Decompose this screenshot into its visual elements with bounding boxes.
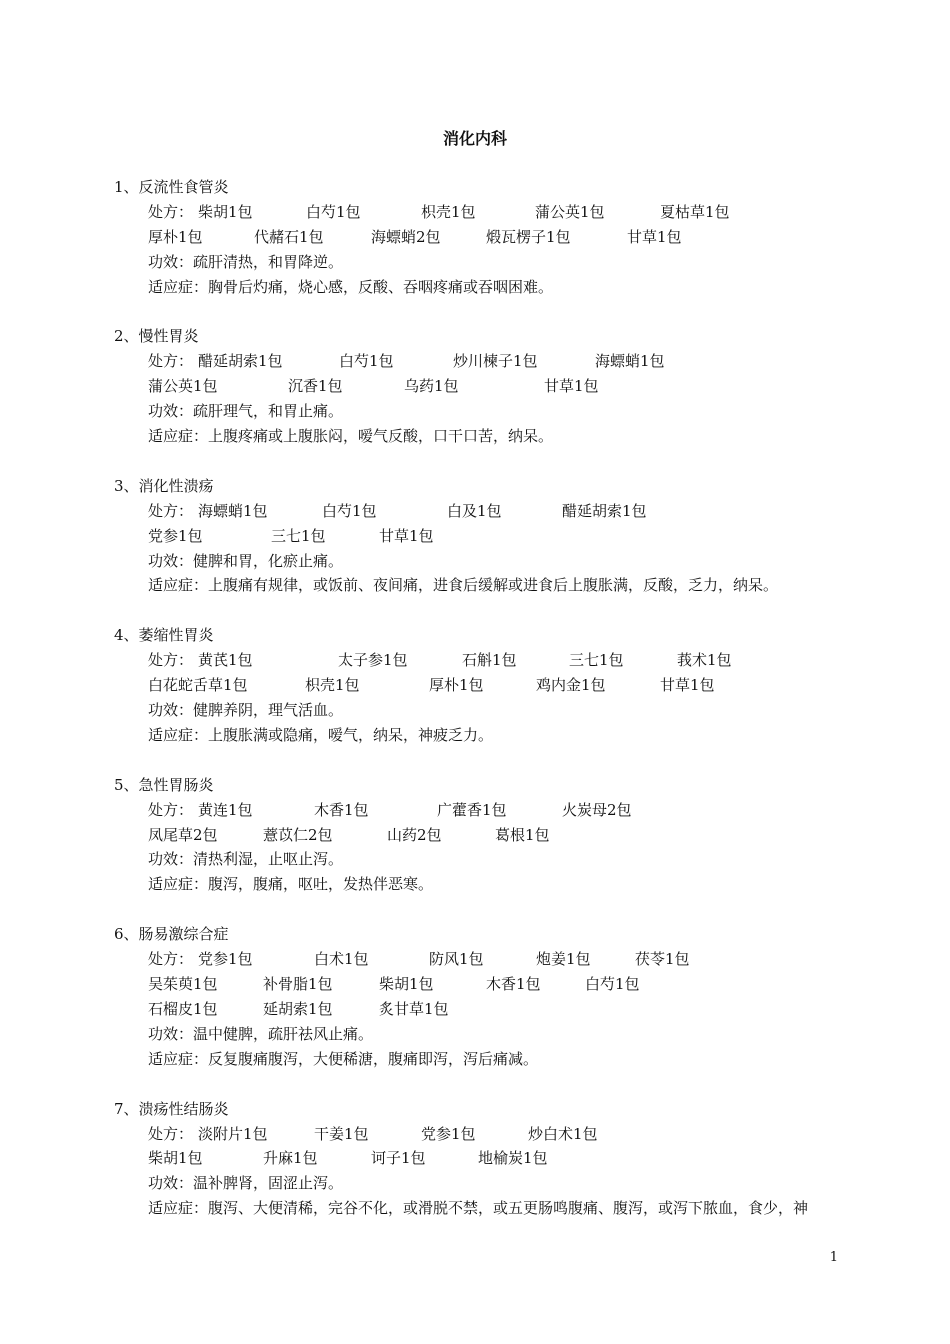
herb-item: 三七1包 <box>569 651 624 670</box>
herb-item: 厚朴1包 <box>429 676 484 695</box>
herb-item: 莪术1包 <box>677 651 732 670</box>
prescription-label: 处方： <box>148 1124 194 1143</box>
disease-section <box>0 1097 950 1221</box>
prescription-line <box>0 798 950 823</box>
prescription-line <box>0 997 950 1022</box>
prescription-line <box>0 499 950 524</box>
indication-line: 适应症：上腹胀满或隐痛，嗳气，纳呆，神疲乏力。 <box>148 725 494 744</box>
herb-item: 党参1包 <box>198 950 253 969</box>
herb-item: 海螵蛸2包 <box>371 227 441 246</box>
herb-item: 延胡索1包 <box>263 999 333 1018</box>
herb-item: 石斛1包 <box>462 651 517 670</box>
herb-item: 甘草1包 <box>379 526 434 545</box>
prescription-label: 处方： <box>148 202 194 221</box>
herb-item: 厚朴1包 <box>148 227 203 246</box>
indication-line: 适应症：上腹疼痛或上腹胀闷，嗳气反酸，口干口苦，纳呆。 <box>148 427 554 446</box>
herb-item: 广藿香1包 <box>437 800 507 819</box>
prescription-line <box>0 524 950 549</box>
herb-item: 炮姜1包 <box>536 950 591 969</box>
disease-section <box>0 773 950 897</box>
herb-item: 醋延胡索1包 <box>198 352 283 371</box>
herb-item: 干姜1包 <box>314 1124 369 1143</box>
herb-item: 白芍1包 <box>585 975 640 994</box>
herb-item: 白芍1包 <box>306 202 361 221</box>
herb-item: 炒白术1包 <box>528 1124 598 1143</box>
herb-item: 白芍1包 <box>322 501 377 520</box>
disease-heading: 3、消化性溃疡 <box>114 476 214 495</box>
herb-item: 海螵蛸1包 <box>198 501 268 520</box>
prescription-line <box>0 1146 950 1171</box>
herb-item: 木香1包 <box>314 800 369 819</box>
prescription-line <box>0 972 950 997</box>
herb-item: 三七1包 <box>271 526 326 545</box>
herb-item: 山药2包 <box>387 825 442 844</box>
effect-line: 功效：疏肝理气，和胃止痛。 <box>148 402 344 421</box>
prescription-label: 处方： <box>148 950 194 969</box>
herb-item: 地榆炭1包 <box>478 1149 548 1168</box>
herb-item: 白术1包 <box>314 950 369 969</box>
disease-heading: 2、慢性胃炎 <box>114 327 199 346</box>
herb-item: 白芍1包 <box>339 352 394 371</box>
herb-item: 吴茱萸1包 <box>148 975 218 994</box>
herb-item: 党参1包 <box>421 1124 476 1143</box>
page-title: 消化内科 <box>442 129 507 148</box>
effect-line: 功效：健脾和胃，化瘀止痛。 <box>148 551 344 570</box>
herb-item: 石榴皮1包 <box>148 999 218 1018</box>
prescription-line <box>0 374 950 399</box>
herb-item: 夏枯草1包 <box>660 202 730 221</box>
herb-item: 党参1包 <box>148 526 203 545</box>
herb-item: 木香1包 <box>486 975 541 994</box>
indication-line: 适应症：腹泻、大便清稀，完谷不化，或滑脱不禁，或五更肠鸣腹痛、腹泻，或泻下脓血，食少，神 <box>148 1199 809 1218</box>
prescription-list <box>0 175 950 1246</box>
herb-item: 柴胡1包 <box>379 975 434 994</box>
herb-item: 甘草1包 <box>627 227 682 246</box>
disease-section <box>0 324 950 448</box>
indication-line: 适应症：腹泻，腹痛，呕吐，发热伴恶寒。 <box>148 875 434 894</box>
herb-item: 补骨脂1包 <box>263 975 333 994</box>
herb-item: 薏苡仁2包 <box>263 825 333 844</box>
prescription-line <box>0 225 950 250</box>
disease-section <box>0 922 950 1071</box>
effect-line: 功效：温补脾肾，固涩止泻。 <box>148 1174 344 1193</box>
herb-item: 甘草1包 <box>660 676 715 695</box>
prescription-line <box>0 200 950 225</box>
indication-line: 适应症：上腹痛有规律，或饭前、夜间痛，进食后缓解或进食后上腹胀满，反酸，乏力，纳呆。 <box>148 576 779 595</box>
herb-item: 海螵蛸1包 <box>595 352 665 371</box>
herb-item: 乌药1包 <box>404 377 459 396</box>
herb-item: 升麻1包 <box>263 1149 318 1168</box>
disease-heading: 7、溃疡性结肠炎 <box>114 1099 229 1118</box>
disease-heading: 5、急性胃肠炎 <box>114 775 214 794</box>
herb-item: 白花蛇舌草1包 <box>148 676 248 695</box>
herb-item: 蒲公英1包 <box>535 202 605 221</box>
herb-item: 太子参1包 <box>338 651 408 670</box>
prescription-label: 处方： <box>148 352 194 371</box>
prescription-line <box>0 947 950 972</box>
disease-heading: 6、肠易激综合症 <box>114 925 229 944</box>
page-number: 1 <box>829 1250 838 1265</box>
herb-item: 煅瓦楞子1包 <box>486 227 571 246</box>
herb-item: 淡附片1包 <box>198 1124 268 1143</box>
effect-line: 功效：温中健脾，疏肝祛风止痛。 <box>148 1024 374 1043</box>
disease-section <box>0 175 950 299</box>
herb-item: 枳壳1包 <box>305 676 360 695</box>
herb-item: 柴胡1包 <box>148 1149 203 1168</box>
disease-section <box>0 623 950 747</box>
prescription-line <box>0 1122 950 1147</box>
disease-heading: 1、反流性食管炎 <box>114 178 229 196</box>
herb-item: 炒川楝子1包 <box>453 352 538 371</box>
prescription-line <box>0 648 950 673</box>
herb-item: 白及1包 <box>447 501 502 520</box>
herb-item: 炙甘草1包 <box>379 999 449 1018</box>
herb-item: 代赭石1包 <box>254 227 324 246</box>
herb-item: 沉香1包 <box>288 377 343 396</box>
herb-item: 茯苓1包 <box>635 950 690 969</box>
disease-section <box>0 474 950 598</box>
herb-item: 醋延胡索1包 <box>562 501 647 520</box>
prescription-label: 处方： <box>148 800 194 819</box>
disease-heading: 4、萎缩性胃炎 <box>114 626 214 645</box>
herb-item: 甘草1包 <box>544 377 599 396</box>
effect-line: 功效：疏肝清热，和胃降逆。 <box>148 252 344 271</box>
herb-item: 凤尾草2包 <box>148 825 218 844</box>
herb-item: 蒲公英1包 <box>148 377 218 396</box>
prescription-label: 处方： <box>148 651 194 670</box>
effect-line: 功效：健脾养阴，理气活血。 <box>148 701 344 720</box>
herb-item: 葛根1包 <box>495 825 550 844</box>
effect-line: 功效：清热利湿，止呕止泻。 <box>148 850 344 869</box>
indication-line: 适应症：胸骨后灼痛，烧心感，反酸、吞咽疼痛或吞咽困难。 <box>148 277 554 296</box>
herb-item: 柴胡1包 <box>198 202 253 221</box>
indication-line: 适应症：反复腹痛腹泻，大便稀溏，腹痛即泻，泻后痛减。 <box>148 1049 539 1068</box>
herb-item: 枳壳1包 <box>421 202 476 221</box>
prescription-label: 处方： <box>148 501 194 520</box>
herb-item: 诃子1包 <box>371 1149 426 1168</box>
herb-item: 鸡内金1包 <box>536 676 606 695</box>
herb-item: 黄连1包 <box>198 800 253 819</box>
prescription-line <box>0 673 950 698</box>
prescription-line <box>0 823 950 848</box>
herb-item: 黄芪1包 <box>198 651 253 670</box>
prescription-line <box>0 349 950 374</box>
herb-item: 火炭母2包 <box>562 800 632 819</box>
herb-item: 防风1包 <box>429 950 484 969</box>
